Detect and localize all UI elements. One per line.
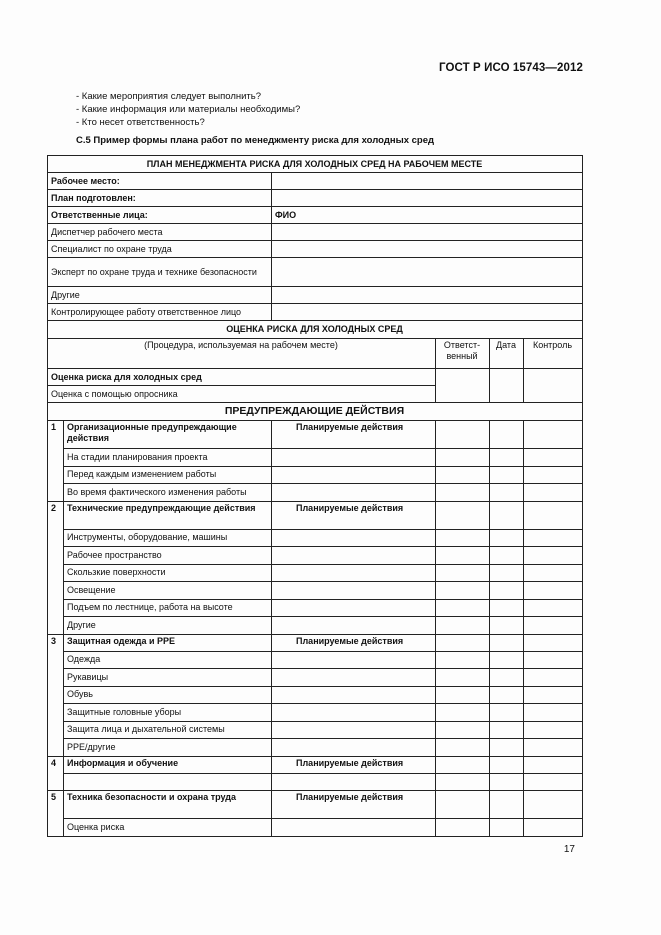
- control-cell[interactable]: [524, 582, 583, 600]
- responsible-cell[interactable]: [436, 421, 490, 449]
- group-title: Технические предупреждающие действия: [64, 501, 272, 529]
- control-cell[interactable]: [524, 369, 583, 403]
- control-cell[interactable]: [524, 669, 583, 687]
- action-item-label: Рабочее пространство: [64, 547, 272, 565]
- control-cell[interactable]: [524, 501, 583, 529]
- responsible-cell[interactable]: [436, 369, 490, 403]
- action-item-label: PPE/другие: [64, 739, 272, 757]
- group-title: Техника безопасности и охрана труда: [64, 791, 272, 819]
- action-item-label: Во время фактического изменения работы: [64, 484, 272, 502]
- date-cell[interactable]: [490, 547, 524, 565]
- date-cell[interactable]: [490, 739, 524, 757]
- responsible-cell[interactable]: [436, 564, 490, 582]
- action-row: [48, 721, 583, 739]
- group-title: Защитная одежда и PPE: [64, 634, 272, 651]
- risk-assessment-row: Оценка риска для холодных сред: [48, 369, 436, 386]
- control-cell[interactable]: [524, 819, 583, 837]
- planned-action-cell[interactable]: [272, 739, 436, 757]
- planned-action-cell[interactable]: [272, 721, 436, 739]
- person-value[interactable]: [272, 304, 583, 321]
- control-cell[interactable]: [524, 634, 583, 651]
- responsible-cell[interactable]: [436, 791, 490, 819]
- control-cell[interactable]: [524, 466, 583, 484]
- planned-action-cell[interactable]: [272, 582, 436, 600]
- group-number: 1: [48, 421, 64, 502]
- control-cell[interactable]: [524, 484, 583, 502]
- action-row: [48, 617, 583, 635]
- action-row: [48, 739, 583, 757]
- control-cell[interactable]: [524, 791, 583, 819]
- person-label: Контролирующее работу ответственное лицо: [48, 304, 272, 321]
- date-cell[interactable]: [490, 564, 524, 582]
- prepared-label: План подготовлен:: [48, 190, 272, 207]
- date-cell[interactable]: [490, 756, 524, 773]
- date-cell[interactable]: [490, 599, 524, 617]
- action-item-label: [64, 773, 272, 791]
- question-item: - Какие мероприятия следует выполнить?: [76, 91, 261, 102]
- date-cell[interactable]: [490, 484, 524, 502]
- action-row: [48, 599, 583, 617]
- group-number: 4: [48, 756, 64, 791]
- action-item-label: Инструменты, оборудование, машины: [64, 529, 272, 547]
- date-cell[interactable]: [490, 669, 524, 687]
- action-item-label: Обувь: [64, 686, 272, 704]
- responsible-label: Ответственные лица:: [48, 207, 272, 224]
- planned-action-cell[interactable]: [272, 599, 436, 617]
- group-title: Информация и обучение: [64, 756, 272, 773]
- responsible-cell[interactable]: [436, 466, 490, 484]
- group-header-row: [48, 421, 583, 449]
- date-cell[interactable]: [490, 501, 524, 529]
- action-item-label: Оценка риска: [64, 819, 272, 837]
- person-label: Диспетчер рабочего места: [48, 224, 272, 241]
- responsible-cell[interactable]: [436, 547, 490, 565]
- planned-actions-label: Планируемые действия: [272, 756, 436, 773]
- action-item-label: Скользкие поверхности: [64, 564, 272, 582]
- planned-actions-label: Планируемые действия: [272, 501, 436, 529]
- person-value[interactable]: [272, 224, 583, 241]
- responsible-cell[interactable]: [436, 819, 490, 837]
- date-cell[interactable]: [490, 582, 524, 600]
- control-cell[interactable]: [524, 773, 583, 791]
- control-column-header: Контроль: [524, 339, 583, 369]
- planned-action-cell[interactable]: [272, 773, 436, 791]
- question-item: - Кто несет ответственность?: [76, 117, 205, 128]
- person-value[interactable]: [272, 241, 583, 258]
- action-item-label: Другие: [64, 617, 272, 635]
- action-row: [48, 547, 583, 565]
- control-cell[interactable]: [524, 421, 583, 449]
- date-cell[interactable]: [490, 421, 524, 449]
- preventive-actions-body: [48, 421, 583, 837]
- responsible-cell[interactable]: [436, 721, 490, 739]
- responsible-cell[interactable]: [436, 686, 490, 704]
- control-cell[interactable]: [524, 686, 583, 704]
- group-number: 5: [48, 791, 64, 837]
- control-cell[interactable]: [524, 756, 583, 773]
- responsible-cell[interactable]: [436, 756, 490, 773]
- control-cell[interactable]: [524, 739, 583, 757]
- control-cell[interactable]: [524, 721, 583, 739]
- risk-section-title: ОЦЕНКА РИСКА ДЛЯ ХОЛОДНЫХ СРЕД: [48, 321, 583, 339]
- responsible-cell[interactable]: [436, 449, 490, 467]
- responsible-column-header: Ответст-венный: [436, 339, 490, 369]
- date-cell[interactable]: [490, 466, 524, 484]
- planned-actions-label: Планируемые действия: [272, 791, 436, 819]
- person-label: Другие: [48, 287, 272, 304]
- date-cell[interactable]: [490, 791, 524, 819]
- planned-actions-label: Планируемые действия: [272, 634, 436, 651]
- date-cell[interactable]: [490, 449, 524, 467]
- planned-action-cell[interactable]: [272, 564, 436, 582]
- question-list: [76, 90, 300, 129]
- planned-action-cell[interactable]: [272, 704, 436, 722]
- person-label: Специалист по охране труда: [48, 241, 272, 258]
- action-item-label: Перед каждым изменением работы: [64, 466, 272, 484]
- procedure-header: (Процедура, используемая на рабочем месте): [48, 339, 436, 369]
- date-cell[interactable]: [490, 704, 524, 722]
- responsible-cell[interactable]: [436, 529, 490, 547]
- responsible-cell[interactable]: [436, 634, 490, 651]
- group-header-row: [48, 501, 583, 529]
- date-cell[interactable]: [490, 529, 524, 547]
- planned-action-cell[interactable]: [272, 449, 436, 467]
- action-row: [48, 651, 583, 669]
- action-row: [48, 686, 583, 704]
- document-code: ГОСТ Р ИСО 15743—2012: [438, 62, 583, 74]
- responsible-cell[interactable]: [436, 704, 490, 722]
- responsible-cell[interactable]: [436, 773, 490, 791]
- form-title: ПЛАН МЕНЕДЖМЕНТА РИСКА ДЛЯ ХОЛОДНЫХ СРЕД НА РАБОЧЕМ МЕСТЕ: [48, 156, 583, 173]
- page-number: 17: [563, 844, 575, 855]
- date-cell[interactable]: [490, 369, 524, 403]
- control-cell[interactable]: [524, 449, 583, 467]
- action-item-label: Одежда: [64, 651, 272, 669]
- action-row: [48, 564, 583, 582]
- control-cell[interactable]: [524, 599, 583, 617]
- preventive-section-title: ПРЕДУПРЕЖДАЮЩИЕ ДЕЙСТВИЯ: [48, 403, 583, 421]
- risk-plan-form: [47, 155, 583, 837]
- question-item: - Какие информация или материалы необходимы?: [76, 104, 301, 115]
- action-item-label: На стадии планирования проекта: [64, 449, 272, 467]
- date-cell[interactable]: [490, 819, 524, 837]
- action-item-label: Защитные головные уборы: [64, 704, 272, 722]
- planned-actions-label: Планируемые действия: [272, 421, 436, 449]
- responsible-cell[interactable]: [436, 669, 490, 687]
- group-number: 2: [48, 501, 64, 634]
- date-column-header: Дата: [490, 339, 524, 369]
- action-row: [48, 582, 583, 600]
- date-cell[interactable]: [490, 686, 524, 704]
- responsible-cell[interactable]: [436, 582, 490, 600]
- group-header-row: [48, 756, 583, 773]
- person-value[interactable]: [272, 258, 583, 287]
- action-item-label: Подъем по лестнице, работа на высоте: [64, 599, 272, 617]
- planned-action-cell[interactable]: [272, 529, 436, 547]
- responsible-cell[interactable]: [436, 651, 490, 669]
- action-row: [48, 773, 583, 791]
- questionnaire-row: Оценка с помощью опросника: [48, 386, 436, 403]
- fio-label: ФИО: [272, 207, 583, 224]
- planned-action-cell[interactable]: [272, 484, 436, 502]
- action-item-label: Освещение: [64, 582, 272, 600]
- date-cell[interactable]: [490, 634, 524, 651]
- control-cell[interactable]: [524, 547, 583, 565]
- group-number: 3: [48, 634, 64, 756]
- group-header-row: [48, 634, 583, 651]
- action-row: [48, 466, 583, 484]
- group-title: Организационные предупреждающие действия: [64, 421, 272, 449]
- action-item-label: Защита лица и дыхательной системы: [64, 721, 272, 739]
- planned-action-cell[interactable]: [272, 466, 436, 484]
- planned-action-cell[interactable]: [272, 819, 436, 837]
- person-value[interactable]: [272, 287, 583, 304]
- planned-action-cell[interactable]: [272, 669, 436, 687]
- person-label: Эксперт по охране труда и технике безопасности: [48, 258, 272, 287]
- action-row: [48, 819, 583, 837]
- planned-action-cell[interactable]: [272, 547, 436, 565]
- action-row: [48, 484, 583, 502]
- prepared-value[interactable]: [272, 190, 583, 207]
- date-cell[interactable]: [490, 617, 524, 635]
- section-title: С.5 Пример формы плана работ по менеджменту риска для холодных сред: [76, 135, 435, 146]
- planned-action-cell[interactable]: [272, 617, 436, 635]
- responsible-cell[interactable]: [436, 501, 490, 529]
- control-cell[interactable]: [524, 529, 583, 547]
- control-cell[interactable]: [524, 564, 583, 582]
- workplace-label: Рабочее место:: [48, 173, 272, 190]
- action-row: [48, 529, 583, 547]
- planned-action-cell[interactable]: [272, 686, 436, 704]
- control-cell[interactable]: [524, 704, 583, 722]
- action-item-label: Рукавицы: [64, 669, 272, 687]
- control-cell[interactable]: [524, 617, 583, 635]
- action-row: [48, 704, 583, 722]
- date-cell[interactable]: [490, 721, 524, 739]
- responsible-cell[interactable]: [436, 617, 490, 635]
- date-cell[interactable]: [490, 773, 524, 791]
- responsible-cell[interactable]: [436, 739, 490, 757]
- responsible-cell[interactable]: [436, 599, 490, 617]
- control-cell[interactable]: [524, 651, 583, 669]
- planned-action-cell[interactable]: [272, 651, 436, 669]
- workplace-value[interactable]: [272, 173, 583, 190]
- date-cell[interactable]: [490, 651, 524, 669]
- responsible-cell[interactable]: [436, 484, 490, 502]
- action-row: [48, 449, 583, 467]
- group-header-row: [48, 791, 583, 819]
- action-row: [48, 669, 583, 687]
